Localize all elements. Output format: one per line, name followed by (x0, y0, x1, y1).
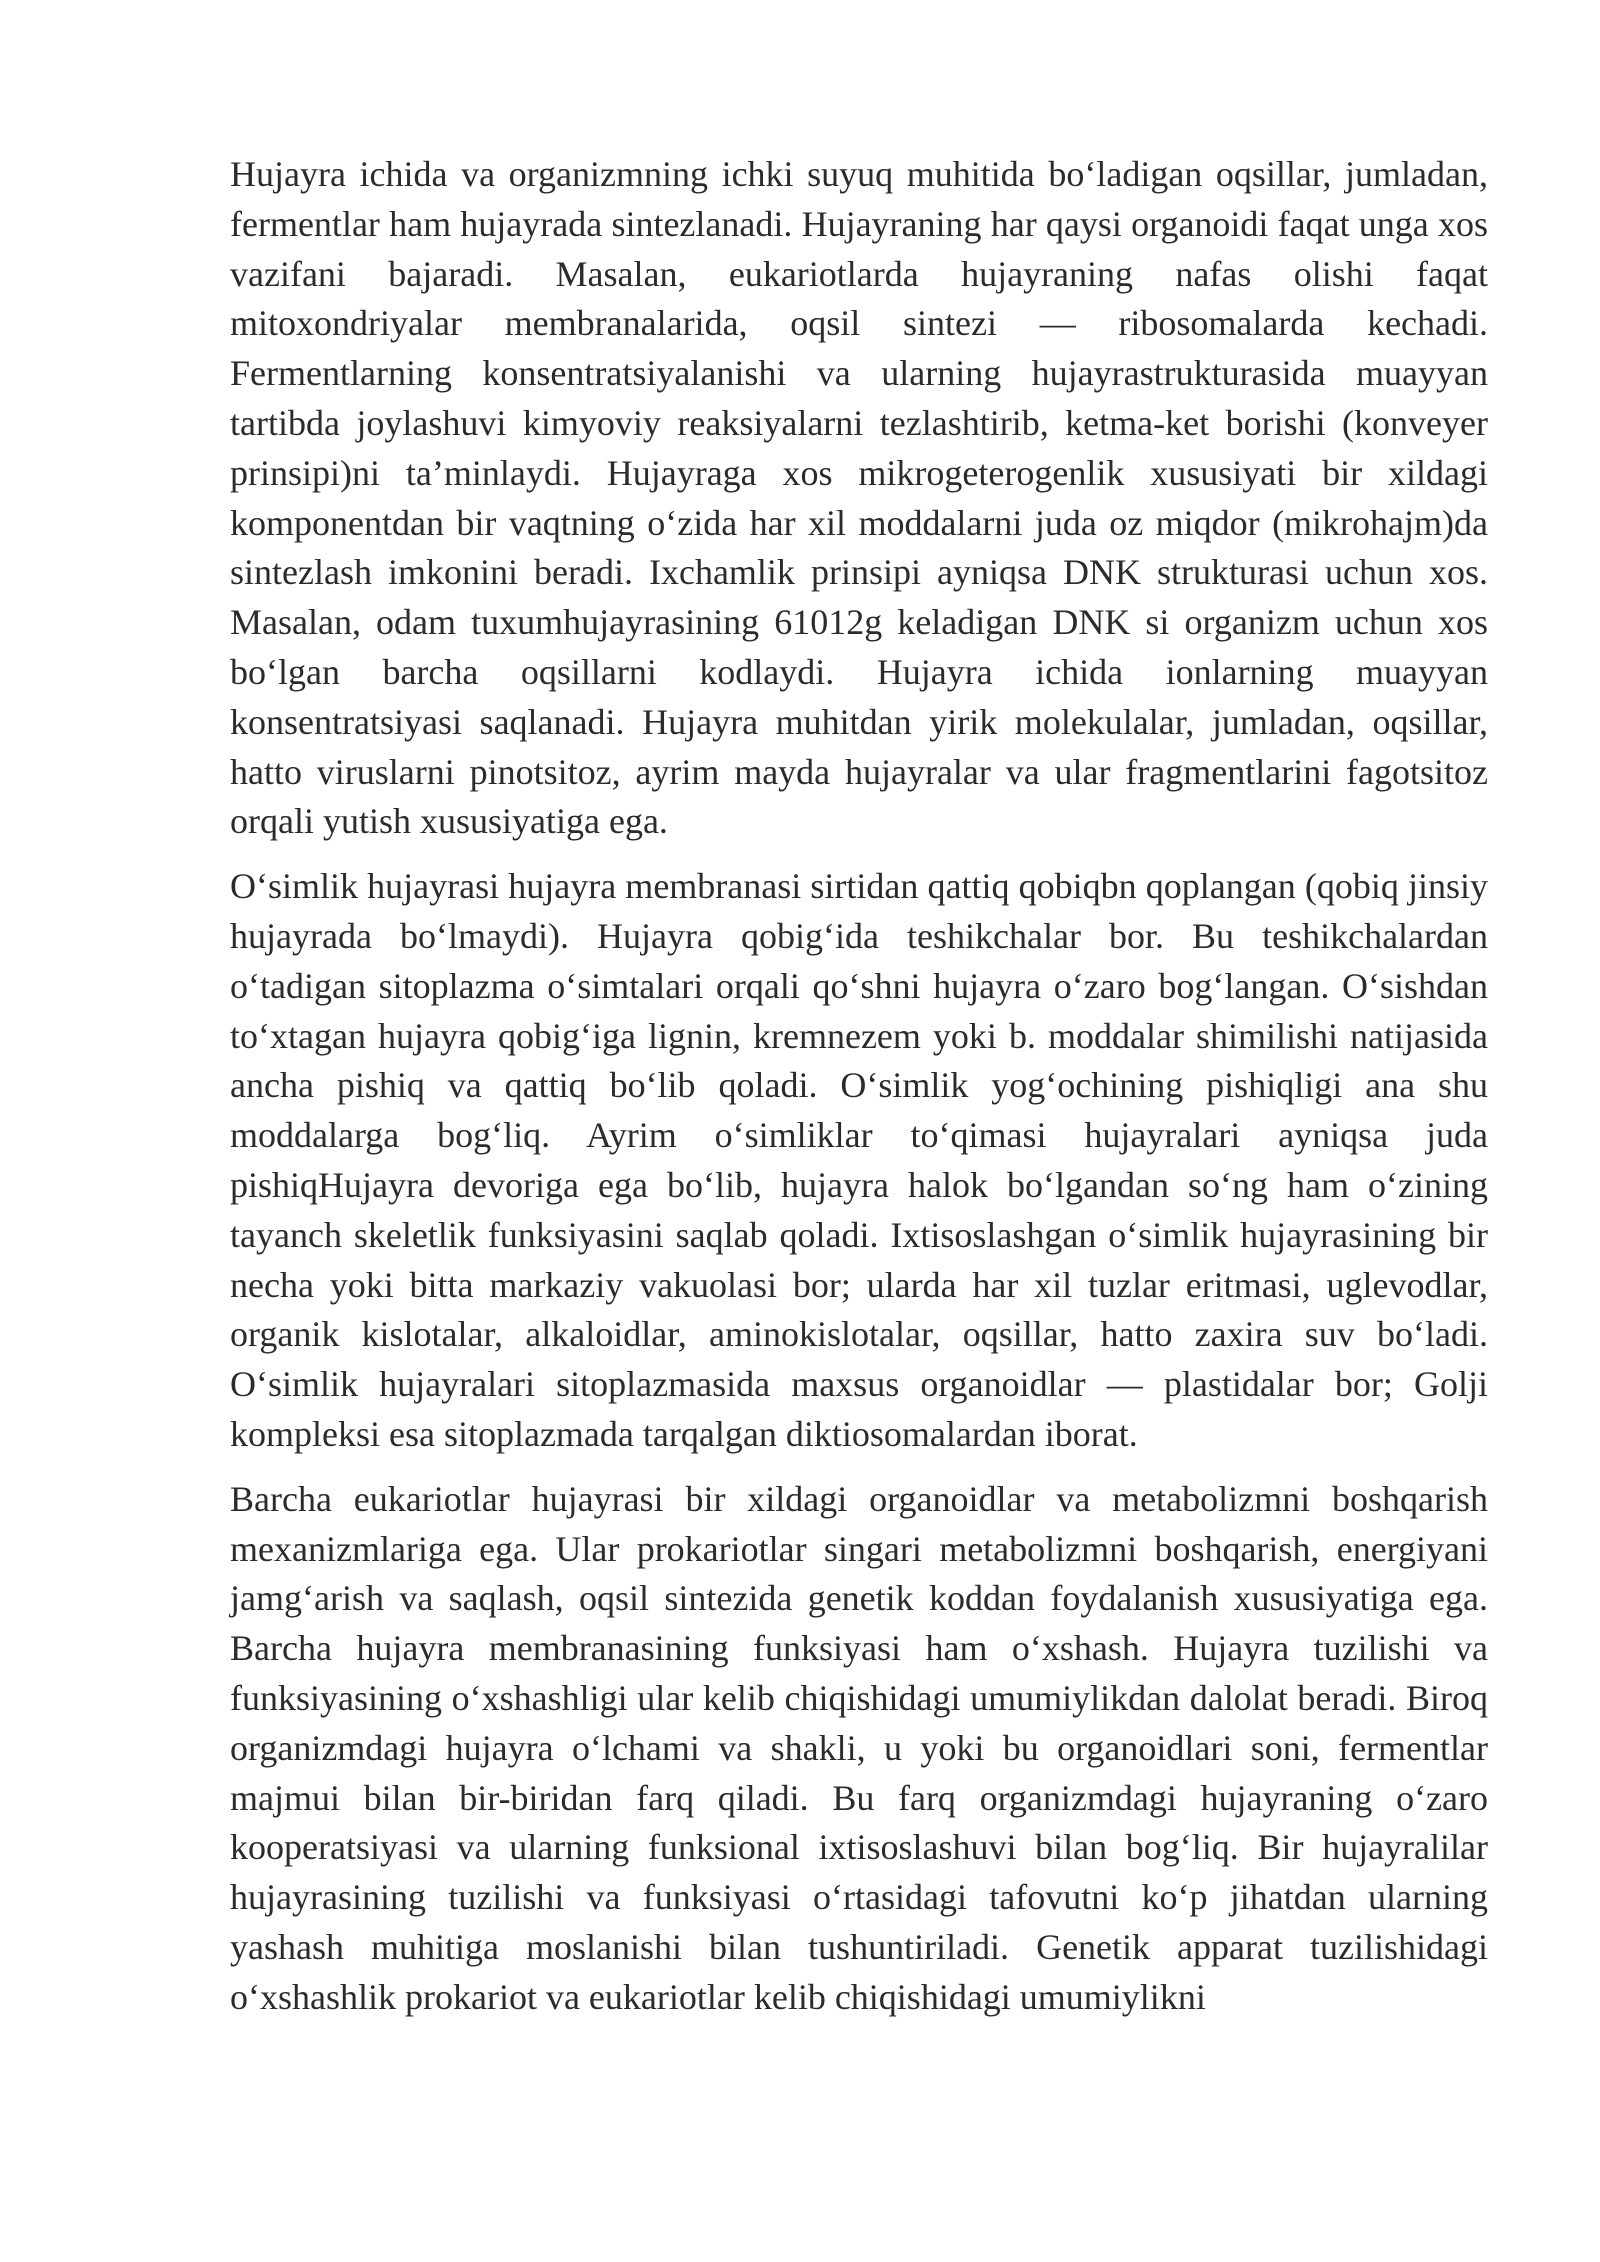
paragraph-1: Hujayra ichida va organizmning ichki suyuq muhitida bo‘ladigan oqsillar, jumladan, fermentlar ham hujayrada sintezlanadi. Hujayraning har qaysi organoidi faqat unga xos vazifani bajaradi. Masalan, eukariotlarda hujayraning nafas olishi faqat mitoxondriyalar membranalarida, oqsil sintezi — ribosomalarda kechadi. Fermentlarning konsentratsiyalanishi va ularning hujayrastrukturasida muayyan tartibda joylashuvi kimyoviy reaksiyalarni tezlashtirib, ketma-ket borishi (konveyer prinsipi)ni ta’minlaydi. Hujayraga xos mikrogeterogenlik xususiyati bir xildagi komponentdan bir vaqtning o‘zida har xil moddalarni juda oz miqdor (mikrohajm)da sintezlash imkonini beradi. Ixchamlik prinsipi ayniqsa DNK strukturasi uchun xos. Masalan, odam tuxumhujayrasining 61012g keladigan DNK si organizm uchun xos bo‘lgan barcha oqsillarni kodlaydi. Hujayra ichida ionlarning muayyan konsentratsiyasi saqlanadi. Hujayra muhitdan yirik molekulalar, jumladan, oqsillar, hatto viruslarni pinotsitoz, ayrim mayda hujayralar va ular fragmentlarini fagotsitoz orqali yutish xususiyatiga ega. (230, 154, 1488, 842)
text-column (230, 150, 1488, 2037)
paragraph-2: O‘simlik hujayrasi hujayra membranasi sirtidan qattiq qobiqbn qoplangan (qobiq jinsiy hujayrada bo‘lmaydi). Hujayra qobig‘ida teshikchalar bor. Bu teshikchalardan o‘tadigan sitoplazma o‘simtalari orqali qo‘shni hujayra o‘zaro bog‘langan. O‘sishdan to‘xtagan hujayra qobig‘iga lignin, kremnezem yoki b. moddalar shimilishi natijasida ancha pishiq va qattiq bo‘lib qoladi. O‘simlik yog‘ochining pishiqligi ana shu moddalarga bog‘liq. Ayrim o‘simliklar to‘qimasi hujayralari ayniqsa juda pishiqHujayra devoriga ega bo‘lib, hujayra halok bo‘lgandan so‘ng ham o‘zining tayanch skeletlik funksiyasini saqlab qoladi. Ixtisoslashgan o‘simlik hujayrasining bir necha yoki bitta markaziy vakuolasi bor; ularda har xil tuzlar eritmasi, uglevodlar, organik kislotalar, alkaloidlar, aminokislotalar, oqsillar, hatto zaxira suv bo‘ladi. O‘simlik hujayralari sitoplazmasida maxsus organoidlar — plastidalar bor; Golji kompleksi esa sitoplazmada tarqalgan diktiosomalardan iborat. (230, 866, 1488, 1454)
paragraph-3: Barcha eukariotlar hujayrasi bir xildagi organoidlar va metabolizmni boshqarish mexanizmlariga ega. Ular prokariotlar singari metabolizmni boshqarish, energiyani jamg‘arish va saqlash, oqsil sintezida genetik koddan foydalanish xususiyatiga ega. Barcha hujayra membranasining funksiyasi ham o‘xshash. Hujayra tuzilishi va funksiyasining o‘xshashligi ular kelib chiqishidagi umumiylikdan dalolat beradi. Biroq organizmdagi hujayra o‘lchami va shakli, u yoki bu organoidlari soni, fermentlar majmui bilan bir-biridan farq qiladi. Bu farq organizmdagi hujayraning o‘zaro kooperatsiyasi va ularning funksional ixtisoslashuvi bilan bog‘liq. Bir hujayralilar hujayrasining tuzilishi va funksiyasi o‘rtasidagi tafovutni ko‘p jihatdan ularning yashash muhitiga moslanishi bilan tushuntiriladi. Genetik apparat tuzilishidagi o‘xshashlik prokariot va eukariotlar kelib chiqishidagi umumiylikni (230, 1478, 1488, 2017)
